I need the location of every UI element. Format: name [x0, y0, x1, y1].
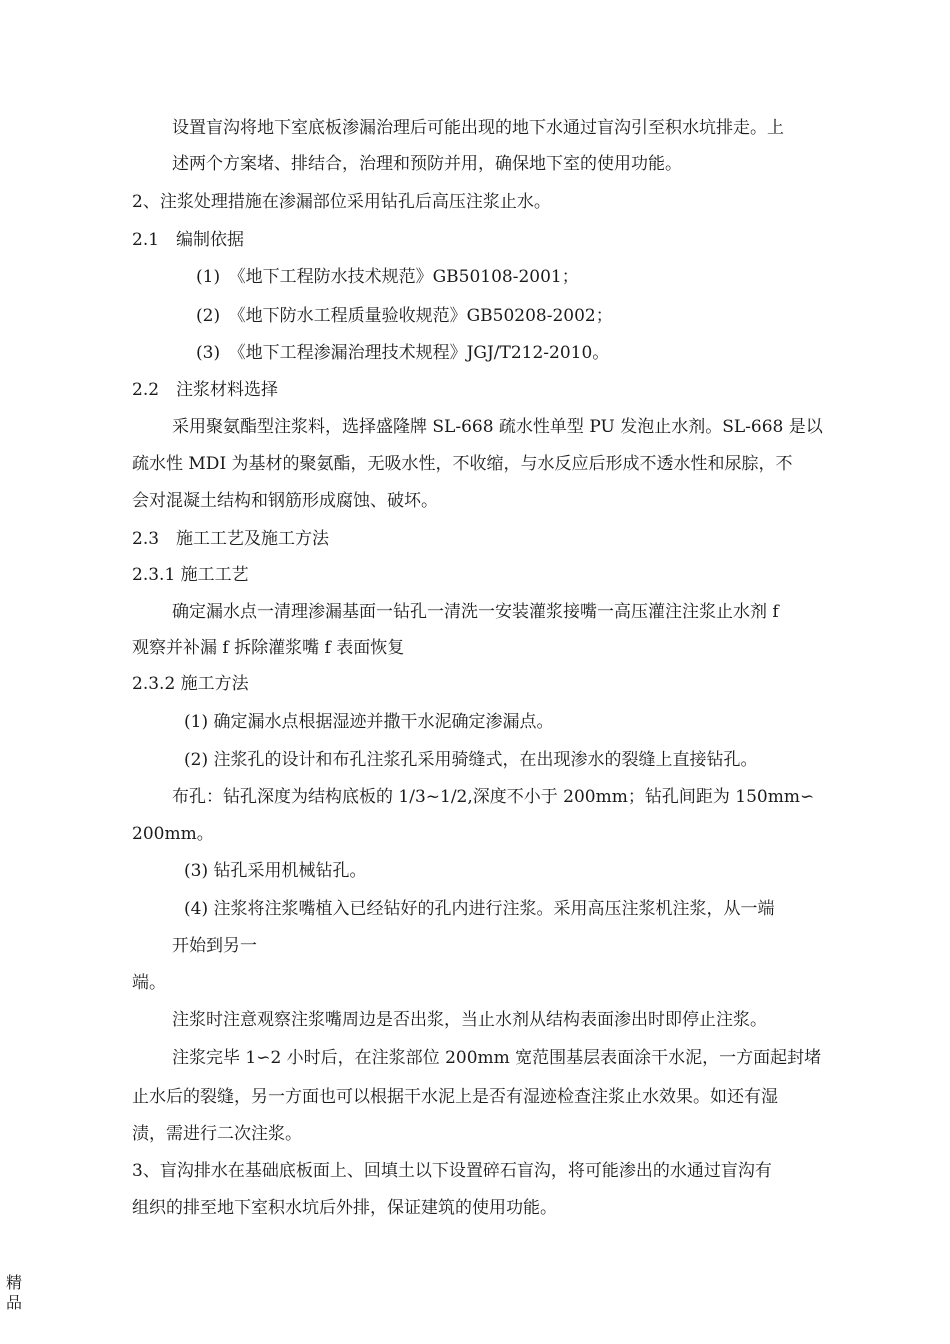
paragraph-line: 疏水性 MDI 为基材的聚氨酯，无吸水性，不收缩，与水反应后形成不透水性和尿腙，不: [132, 454, 793, 474]
side-mark-char: 精: [6, 1273, 23, 1292]
subsection-heading: 2.3.2 施工方法: [132, 674, 249, 694]
paragraph-line: 观察并补漏 f 拆除灌浆嘴 f 表面恢复: [132, 638, 405, 658]
section-heading: 2.1 编制依据: [132, 230, 245, 250]
paragraph-line: 渍，需进行二次注浆。: [132, 1124, 302, 1144]
paragraph-line: 200mm。: [132, 824, 214, 844]
section-heading: 2、注浆处理措施在渗漏部位采用钻孔后高压注浆止水。: [132, 192, 551, 212]
reference-item: (2) 《地下防水工程质量验收规范》GB50208-2002；: [196, 306, 613, 326]
section-heading: 3、盲沟排水在基础底板面上、回填土以下设置碎石盲沟，将可能渗出的水通过盲沟有: [132, 1161, 772, 1181]
side-mark-char: 品: [6, 1293, 23, 1312]
paragraph-line: 设置盲沟将地下室底板渗漏治理后可能出现的地下水通过盲沟引至积水坑排走。上: [172, 118, 784, 138]
subsection-heading: 2.3.1 施工工艺: [132, 565, 249, 585]
paragraph-line: 组织的排至地下室积水坑后外排，保证建筑的使用功能。: [132, 1198, 557, 1218]
paragraph-line: 会对混凝土结构和钢筋形成腐蚀、破坏。: [132, 491, 438, 511]
method-step: (4) 注浆将注浆嘴植入已经钻好的孔内进行注浆。采用高压注浆机注浆，从一端: [184, 899, 775, 919]
paragraph-line: 注浆完毕 1∽2 小时后，在注浆部位 200mm 宽范围基层表面涂干水泥，一方面起封堵: [172, 1048, 822, 1068]
paragraph-line: 端。: [132, 973, 166, 993]
paragraph-line: 止水后的裂缝，另一方面也可以根据干水泥上是否有湿迹检查注浆止水效果。如还有湿: [132, 1087, 778, 1107]
method-step: (2) 注浆孔的设计和布孔注浆孔采用骑缝式，在出现渗水的裂缝上直接钻孔。: [184, 750, 758, 770]
reference-item: (3) 《地下工程渗漏治理技术规程》JGJ/T212-2010。: [196, 343, 610, 363]
section-heading: 2.2 注浆材料选择: [132, 380, 279, 400]
method-step: (1) 确定漏水点根据湿迹并撒干水泥确定渗漏点。: [184, 712, 554, 732]
paragraph-line: 确定漏水点一清理渗漏基面一钻孔一清洗一安装灌浆接嘴一高压灌注注浆止水剂 f: [172, 602, 779, 622]
paragraph-line: 开始到另一: [172, 936, 257, 956]
paragraph-line: 注浆时注意观察注浆嘴周边是否出浆，当止水剂从结构表面渗出时即停止注浆。: [172, 1010, 767, 1030]
paragraph-line: 述两个方案堵、排结合，治理和预防并用，确保地下室的使用功能。: [172, 154, 682, 174]
paragraph-line: 采用聚氨酯型注浆料，选择盛隆牌 SL-668 疏水性单型 PU 发泡止水剂。SL-668 是以: [172, 417, 823, 437]
paragraph-line: 布孔：钻孔深度为结构底板的 1/3~1/2,深度不小于 200mm；钻孔间距为 150mm∽: [172, 787, 815, 807]
reference-item: (1) 《地下工程防水技术规范》GB50108-2001；: [196, 267, 579, 287]
section-heading: 2.3 施工工艺及施工方法: [132, 529, 330, 549]
method-step: (3) 钻孔采用机械钻孔。: [184, 861, 367, 881]
